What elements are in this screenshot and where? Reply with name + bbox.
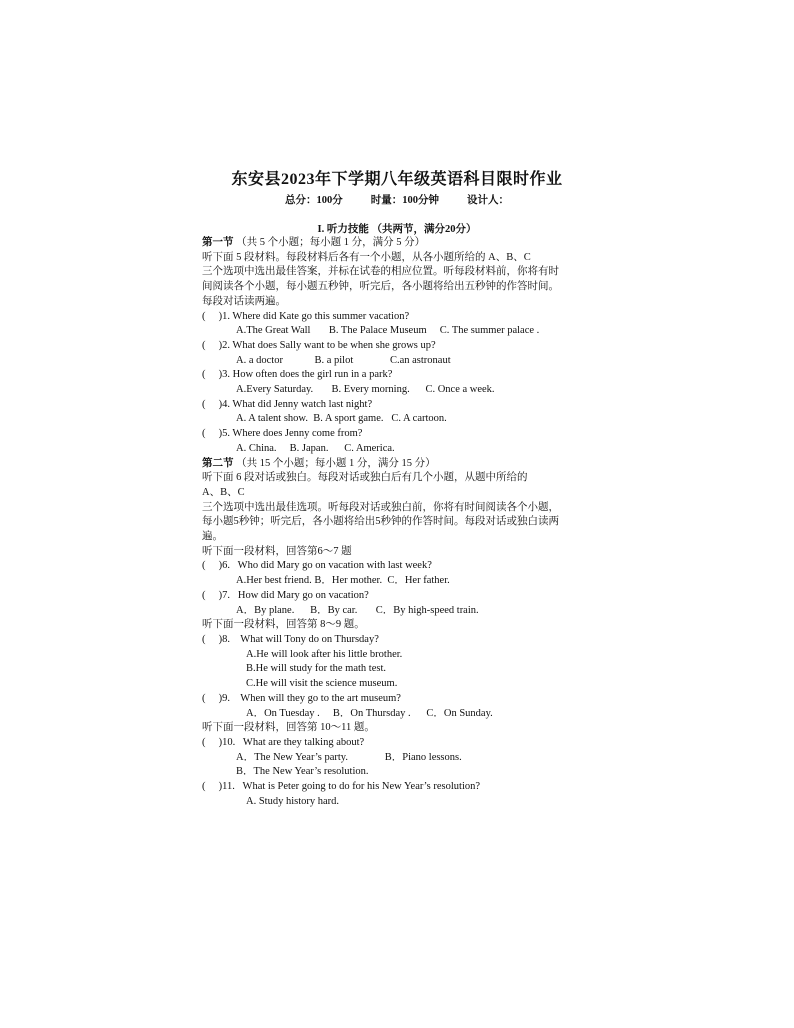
question-3-stem: ( )3. How often does the girl run in a park? bbox=[202, 369, 393, 381]
question-2-options: A. a doctor B. a pilot C.an astronaut bbox=[236, 354, 451, 366]
part2-heading-line bbox=[202, 457, 602, 472]
question-11-option-a: A. Study history hard. bbox=[246, 795, 340, 807]
question-3-options: A.Every Saturday. B. Every morning. C. Once a week. bbox=[236, 384, 495, 396]
part1-instruction: 三个选项中选出最佳答案，并标在试卷的相应位置。听每段材料前，你将有时 bbox=[202, 266, 559, 278]
exam-title: 东安县2023年下学期八年级英语科目限时作业 bbox=[231, 171, 563, 188]
group1-intro: 听下面一段材料，回答第6～7 题 bbox=[202, 545, 352, 557]
exam-meta bbox=[0, 192, 794, 207]
question-10-stem: ( )10. What are they talking about? bbox=[202, 736, 365, 748]
part2-instruction: 遍。 bbox=[202, 531, 223, 543]
designer: 设计人： bbox=[467, 195, 509, 206]
question-8-option-a: A.He will look after his little brother. bbox=[246, 648, 403, 660]
question-6-stem: ( )6. Who did Mary go on vacation with last week? bbox=[202, 560, 432, 572]
question-8-stem: ( )8. What will Tony do on Thursday? bbox=[202, 633, 379, 645]
part1-heading: 第一节 bbox=[202, 237, 234, 248]
question-9-options: A．On Tuesday . B．On Thursday . C．On Sunday. bbox=[246, 707, 493, 719]
question-4-stem: ( )4. What did Jenny watch last night? bbox=[202, 398, 373, 410]
total-score: 总分：100分 bbox=[285, 195, 343, 206]
part1-heading-note: （共 5 个小题；每小题 1 分，满分 5 分） bbox=[233, 237, 426, 248]
question-8-option-c: C.He will visit the science museum. bbox=[246, 678, 398, 690]
part2-heading-note: （共 15 个小题；每小题 1 分，满分 15 分） bbox=[233, 457, 436, 469]
question-10-options-row2: B．The New Year’s resolution. bbox=[236, 766, 369, 778]
question-1-stem: ( )1. Where did Kate go this summer vacation? bbox=[202, 310, 410, 322]
question-5-stem: ( )5. Where does Jenny come from? bbox=[202, 428, 363, 440]
question-5-options: A. China. B. Japan. C. America. bbox=[236, 442, 395, 454]
part2-instruction: A、B、C bbox=[202, 486, 245, 498]
question-2-stem: ( )2. What does Sally want to be when she grows up? bbox=[202, 339, 436, 351]
question-7-options: A．By plane. B．By car. C．By high-speed train. bbox=[236, 604, 479, 616]
question-7-stem: ( )7. How did Mary go on vacation? bbox=[202, 589, 369, 601]
question-10-options-row1: A．The New Year’s party. B．Piano lessons. bbox=[236, 751, 462, 763]
section-title: I. 听力技能 （共两节，满分20分） bbox=[317, 224, 477, 235]
duration: 时量：100分钟 bbox=[370, 195, 439, 206]
part2-instruction: 听下面 6 段对话或独白。每段对话或独白后有几个小题，从题中所给的 bbox=[202, 472, 528, 484]
part2-instruction: 每小题5秒钟；听完后，各小题将给出5秒钟的作答时间。每段对话或独白读两 bbox=[202, 516, 559, 528]
exam-content bbox=[202, 236, 602, 809]
part1-heading-line bbox=[202, 236, 602, 251]
question-9-stem: ( )9. When will they go to the art museum? bbox=[202, 692, 401, 704]
question-11-stem: ( )11. What is Peter going to do for his New Year’s resolution? bbox=[202, 781, 481, 793]
question-8-option-b: B.He will study for the math test. bbox=[246, 663, 386, 675]
question-4-options: A. A talent show. B. A sport game. C. A cartoon. bbox=[236, 413, 447, 425]
part1-instruction: 间阅读各个小题，每小题五秒钟，听完后，各小题将给出五秒钟的作答时间。 bbox=[202, 281, 559, 293]
part2-heading: 第二节 bbox=[202, 457, 234, 469]
part1-instruction: 每段对话读两遍。 bbox=[202, 295, 286, 307]
group3-intro: 听下面一段材料，回答第 10～11 题。 bbox=[202, 722, 375, 734]
part2-instruction: 三个选项中选出最佳选项。听每段对话或独白前，你将有时间阅读各个小题， bbox=[202, 501, 559, 513]
question-1-options: A.The Great Wall B. The Palace Museum C. The summer palace . bbox=[236, 325, 540, 337]
group2-intro: 听下面一段材料，回答第 8～9 题。 bbox=[202, 619, 365, 631]
part1-instruction: 听下面 5 段材料。每段材料后各有一个小题，从各小题所给的 A、B、C bbox=[202, 251, 531, 263]
question-6-options: A.Her best friend. B．Her mother. C．Her father. bbox=[236, 575, 450, 587]
